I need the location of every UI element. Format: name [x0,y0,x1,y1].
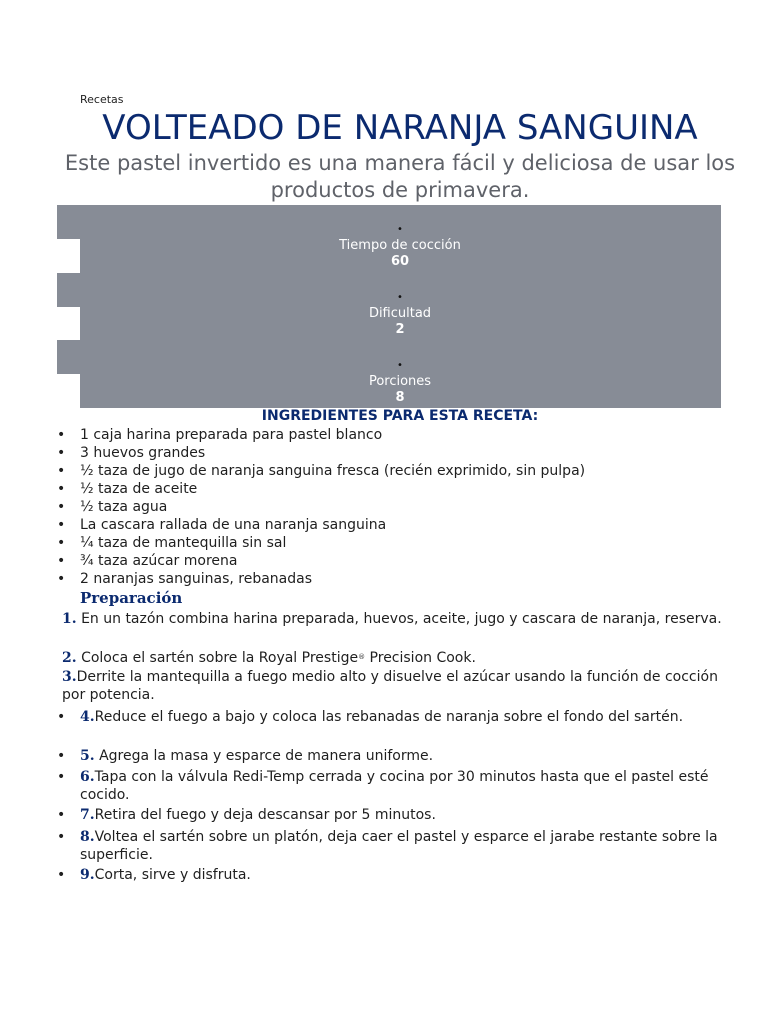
page-subtitle: Este pastel invertido es una manera fácil y deliciosa de usar los productos de primavera. [64,151,736,202]
step-2 [62,648,722,667]
bullet-icon: • [397,292,403,303]
step-text-after: Precision Cook. [365,650,476,666]
ingredient-item: • La cascara rallada de una naranja sanguina [57,516,585,534]
step-number: 9. [80,867,95,883]
bullet-icon: • [397,360,403,371]
step-8 [57,828,722,864]
step-text: Voltea el sartén sobre un platón, deja caer el pastel y esparce el jarabe restante sobre la superficie. [80,829,718,863]
step-1 [62,610,722,628]
step-text: Corta, sirve y disfruta. [94,867,251,883]
step-4 [57,708,722,726]
step-number: 1. [62,611,77,627]
step-number: 2. [62,650,77,666]
step-9 [57,866,722,884]
registered-mark: ® [358,653,366,661]
stat-label: Porciones [368,374,432,389]
stat-value: 8 [395,390,405,405]
step-text: Reduce el fuego a bajo y coloca las rebanadas de naranja sobre el fondo del sartén. [94,709,684,725]
recipe-stats-panel [57,205,721,408]
ingredients-heading: INGREDIENTES PARA ESTA RECETA: [261,408,539,424]
page-title: VOLTEADO DE NARANJA SANGUINA [102,108,698,148]
stat-cooking-time [57,223,743,270]
step-text: Tapa con la válvula Redi-Temp cerrada y cocina por 30 minutos hasta que el pastel esté cocido. [80,769,709,803]
ingredient-item: • 2 naranjas sanguinas, rebanadas [57,570,585,588]
step-3 [62,668,722,704]
stat-servings [57,359,743,406]
ingredient-item: • 1 caja harina preparada para pastel blanco [57,426,585,444]
step-5 [57,747,722,765]
category-label: Recetas [80,93,124,106]
stat-label: Tiempo de cocción [339,238,461,253]
step-number: 6. [80,769,95,785]
step-6 [57,768,722,804]
stat-label: Dificultad [368,306,432,321]
preparation-heading: Preparación [80,589,183,607]
step-text: En un tazón combina harina preparada, huevos, aceite, jugo y cascara de naranja, reserva. [76,611,722,627]
step-number: 4. [80,709,95,725]
ingredient-item: • 3 huevos grandes [57,444,585,462]
ingredient-item: • ½ taza de aceite [57,480,585,498]
step-number: 7. [80,807,95,823]
stat-value: 60 [390,254,410,269]
step-text: Derrite la mantequilla a fuego medio alto y disuelve el azúcar usando la función de cocción por potencia. [62,669,718,703]
step-number: 5. [80,748,95,764]
bullet-icon: • [397,224,403,235]
ingredients-list [57,426,585,588]
ingredient-item: • ½ taza agua [57,498,585,516]
ingredient-item: • ¼ taza de mantequilla sin sal [57,534,585,552]
ingredient-item: • ¾ taza azúcar morena [57,552,585,570]
step-text: Coloca el sartén sobre la Royal Prestige [76,650,359,666]
step-text: Agrega la masa y esparce de manera uniforme. [94,748,434,764]
stat-difficulty [57,291,743,338]
step-number: 8. [80,829,95,845]
step-text: Retira del fuego y deja descansar por 5 minutos. [94,807,436,823]
step-7 [57,806,722,824]
stat-value: 2 [395,322,405,337]
step-number: 3. [62,669,77,685]
ingredient-item: • ½ taza de jugo de naranja sanguina fresca (recién exprimido, sin pulpa) [57,462,585,480]
